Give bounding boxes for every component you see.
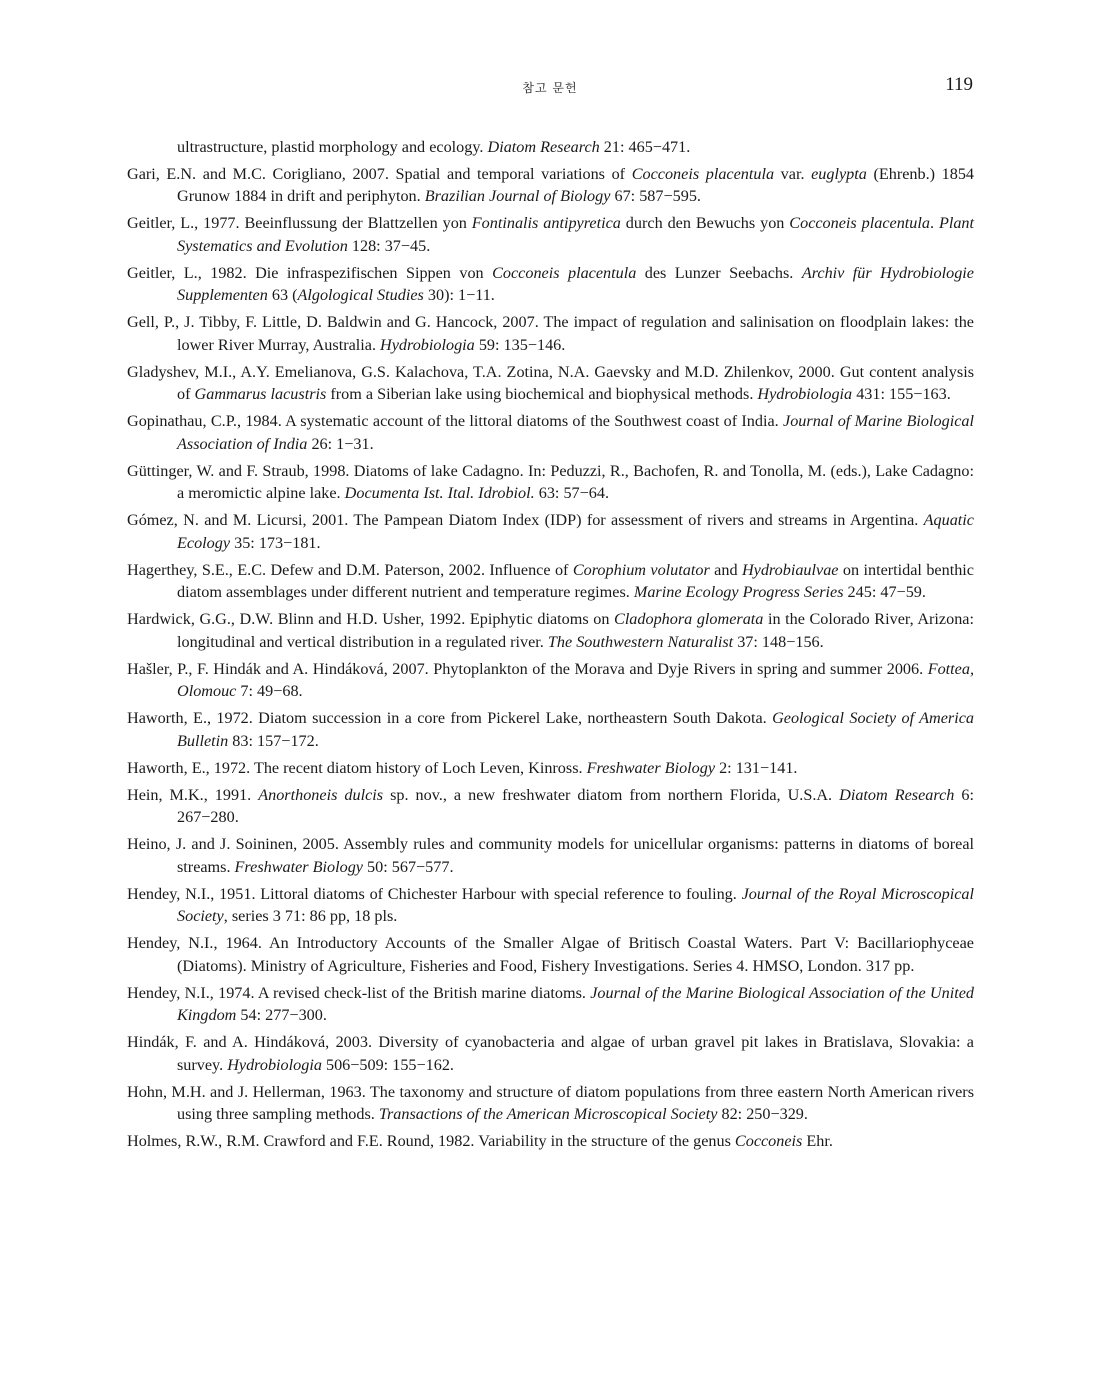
reference-text-segment: Gómez, N. and M. Licursi, 2001. The Pampean Diatom Index (IDP) for assessment of rivers and streams in Argentina. (127, 511, 924, 530)
reference-italic-segment: Cocconeis placentula (789, 214, 930, 233)
reference-text-segment: Hendey, N.I., 1974. A revised check-list of the British marine diatoms. (127, 983, 591, 1002)
reference-text-segment: 26: 1−31. (307, 434, 374, 453)
reference-text-segment: Hindák, F. and A. Hindáková, 2003. Diversity of cyanobacteria and algae of urban gravel pit lakes in Bratislava, Slovakia: a survey. (127, 1033, 974, 1074)
reference-entry (127, 509, 974, 554)
reference-italic-segment: Cocconeis placentula (631, 164, 775, 183)
reference-text-segment: Hendey, N.I., 1964. An Introductory Accounts of the Smaller Algae of Britisch Coastal Waters. Part V: Bacillariophyceae (Diatoms). Ministry of Agriculture, Fisheries and Food, Fishery Investigations. Series 4. HMSO, London. 317 pp. (127, 934, 974, 975)
reference-text-segment: 63: 57−64. (534, 484, 610, 503)
reference-text-segment: 431: 155−163. (852, 385, 951, 404)
reference-text-segment: Haworth, E., 1972. Diatom succession in a core from Pickerel Lake, northeastern South Dakota. (127, 709, 773, 728)
reference-italic-segment: euglypta (811, 164, 867, 183)
reference-entry (127, 658, 974, 703)
reference-entry (127, 311, 974, 356)
reference-text-segment: 128: 37−45. (347, 236, 431, 255)
reference-entry (127, 707, 974, 752)
reference-italic-segment: Aquatic Ecology (177, 511, 974, 552)
reference-entry (127, 1130, 974, 1153)
reference-italic-segment: Journal of the Marine Biological Association of the United Kingdom (177, 983, 974, 1025)
reference-text-segment: sp. nov., a new freshwater diatom from northern Florida, U.S.A. (383, 785, 840, 804)
reference-entry (127, 136, 974, 159)
reference-entry (127, 1031, 974, 1076)
reference-text-segment: from a Siberian lake using biochemical and biophysical methods. (326, 385, 758, 404)
reference-entry (127, 262, 974, 307)
reference-text-segment: 50: 567−577. (362, 857, 454, 876)
reference-text-segment: 6: 267−280. (177, 785, 974, 827)
reference-text-segment: . (929, 214, 939, 233)
reference-entry (127, 883, 974, 928)
reference-text-segment: Haworth, E., 1972. The recent diatom history of Loch Leven, Kinross. (127, 758, 587, 777)
reference-text-segment: Geitler, L., 1982. Die infraspezifischen Sippen von (127, 263, 493, 282)
reference-italic-segment: Documenta Ist. Ital. Idrobiol. (344, 484, 535, 503)
reference-entry (127, 932, 974, 977)
reference-italic-segment: Cocconeis placentula (492, 263, 637, 282)
reference-entry (127, 361, 974, 406)
reference-text-segment: 7: 49−68. (236, 682, 303, 701)
reference-entry (127, 757, 974, 780)
reference-text-segment: Güttinger, W. and F. Straub, 1998. Diatoms of lake Cadagno. In: Peduzzi, R., Bachofen, R. and Tonolla, M. (eds.), Lake Cadagno: a meromictic alpine lake. (127, 461, 974, 503)
reference-italic-segment: Anorthoneis dulcis (258, 785, 384, 804)
reference-entry (127, 212, 974, 257)
running-header-title: 참고 문헌 (522, 81, 578, 95)
reference-italic-segment: Fontinalis antipyretica (471, 214, 621, 233)
reference-text-segment: 30): 1−11. (423, 286, 495, 305)
reference-text-segment: 83: 157−172. (228, 731, 319, 750)
reference-italic-segment: Hydrobiologia (227, 1055, 322, 1074)
reference-entry (127, 163, 974, 208)
reference-italic-segment: Brazilian Journal of Biology (424, 187, 611, 206)
reference-italic-segment: Algological Studies (297, 286, 424, 305)
reference-text-segment: 506−509: 155−162. (321, 1055, 454, 1074)
reference-text-segment: 82: 250−329. (717, 1105, 808, 1124)
reference-text-segment: Hohn, M.H. and J. Hellerman, 1963. The taxonomy and structure of diatom populations from three eastern North American rivers using three sampling methods. (127, 1082, 974, 1124)
reference-entry (127, 833, 974, 878)
reference-text-segment: var. (774, 164, 812, 183)
reference-italic-segment: Transactions of the American Microscopical Society (378, 1105, 718, 1124)
reference-italic-segment: Geological Society of America Bulletin (177, 709, 974, 750)
reference-entry (127, 982, 974, 1027)
reference-italic-segment: Fottea, Olomouc (177, 659, 974, 701)
reference-italic-segment: Journal of the Royal Microscopical Society (177, 884, 974, 926)
reference-entry (127, 608, 974, 653)
reference-italic-segment: Cladophora glomerata (614, 610, 764, 629)
reference-italic-segment: Journal of Marine Biological Association of India (177, 412, 974, 453)
reference-entry (127, 784, 974, 829)
reference-text-segment: Gari, E.N. and M.C. Corigliano, 2007. Spatial and temporal variations of (127, 164, 632, 183)
reference-text-segment: Ehr. (802, 1131, 833, 1150)
reference-text-segment: 63 ( (267, 286, 298, 305)
reference-text-segment: , series 3 71: 86 pp, 18 pls. (223, 907, 398, 926)
reference-text-segment: 37: 148−156. (733, 632, 824, 651)
running-header (0, 74, 1100, 99)
reference-text-segment: (Ehrenb.) 1854 Grunow 1884 in drift and periphyton. (177, 164, 975, 206)
reference-text-segment: 2: 131−141. (715, 758, 798, 777)
reference-text-segment: Gladyshev, M.I., A.Y. Emelianova, G.S. Kalachova, T.A. Zotina, N.A. Gaevsky and M.D. Zhilenkov, 2000. Gut content analysis of (127, 362, 974, 404)
reference-italic-segment: Gammarus lacustris (194, 385, 327, 404)
reference-text-segment: 67: 587−595. (610, 187, 701, 206)
reference-text-segment: Hašler, P., F. Hindák and A. Hindáková, 2007. Phytoplankton of the Morava and Dyje Rivers in spring and summer 2006. (127, 659, 928, 678)
reference-text-segment: ultrastructure, plastid morphology and ecology. (177, 138, 488, 156)
reference-italic-segment: Marine Ecology Progress Series (633, 583, 844, 602)
reference-text-segment: Hein, M.K., 1991. (127, 785, 259, 804)
reference-text-segment: Hardwick, G.G., D.W. Blinn and H.D. Usher, 1992. Epiphytic diatoms on (127, 610, 615, 629)
reference-italic-segment: Hydrobiaulvae (741, 560, 839, 579)
reference-list (127, 136, 974, 1157)
reference-text-segment: Hendey, N.I., 1951. Littoral diatoms of Chichester Harbour with special reference to fouling. (127, 884, 742, 903)
reference-italic-segment: Hydrobiologia (380, 335, 475, 354)
reference-entry (127, 460, 974, 505)
reference-text-segment: and (709, 560, 742, 579)
reference-italic-segment: Freshwater Biology (586, 758, 716, 777)
reference-text-segment: 59: 135−146. (474, 335, 566, 354)
reference-text-segment: 245: 47−59. (843, 583, 926, 602)
reference-text-segment: 21: 465−471. (599, 138, 691, 156)
reference-italic-segment: Diatom Research (487, 138, 600, 156)
reference-text-segment: 35: 173−181. (230, 533, 321, 552)
reference-text-segment: Gell, P., J. Tibby, F. Little, D. Baldwin and G. Hancock, 2007. The impact of regulation and salinisation on floodplain lakes: the lower River Murray, Australia. (127, 313, 974, 354)
reference-italic-segment: Corophium volutator (572, 560, 710, 579)
reference-italic-segment: Archiv für Hydrobiologie Supplementen (177, 263, 974, 305)
reference-entry (127, 559, 974, 604)
reference-text-segment: Holmes, R.W., R.M. Crawford and F.E. Round, 1982. Variability in the structure of the genus (127, 1131, 735, 1150)
reference-text-segment: durch den Bewuchs yon (620, 214, 790, 233)
reference-italic-segment: Freshwater Biology (234, 857, 363, 876)
reference-text-segment: 54: 277−300. (236, 1006, 327, 1025)
reference-italic-segment: Diatom Research (839, 785, 955, 804)
reference-text-segment: des Lunzer Seebachs. (636, 263, 802, 282)
reference-text-segment: in the Colorado River, Arizona: longitudinal and vertical distribution in a regulated river. (177, 610, 974, 651)
reference-text-segment: Hagerthey, S.E., E.C. Defew and D.M. Paterson, 2002. Influence of (127, 560, 573, 579)
reference-entry (127, 410, 974, 455)
reference-text-segment: on intertidal benthic diatom assemblages under different nutrient and temperature regimes. (177, 560, 974, 602)
reference-italic-segment: Cocconeis (734, 1131, 803, 1150)
page-number: 119 (945, 74, 973, 95)
reference-entry (127, 1081, 974, 1126)
reference-text-segment: Heino, J. and J. Soininen, 2005. Assembly rules and community models for unicellular organisms: patterns in diatoms of boreal streams. (127, 835, 974, 876)
reference-italic-segment: Plant Systematics and Evolution (177, 214, 975, 255)
reference-italic-segment: The Southwestern Naturalist (547, 632, 734, 651)
reference-text-segment: Gopinathau, C.P., 1984. A systematic account of the littoral diatoms of the Southwest coast of India. (127, 412, 784, 431)
reference-text-segment: Geitler, L., 1977. Beeinflussung der Blattzellen yon (127, 214, 472, 233)
reference-italic-segment: Hydrobiologia (757, 385, 853, 404)
